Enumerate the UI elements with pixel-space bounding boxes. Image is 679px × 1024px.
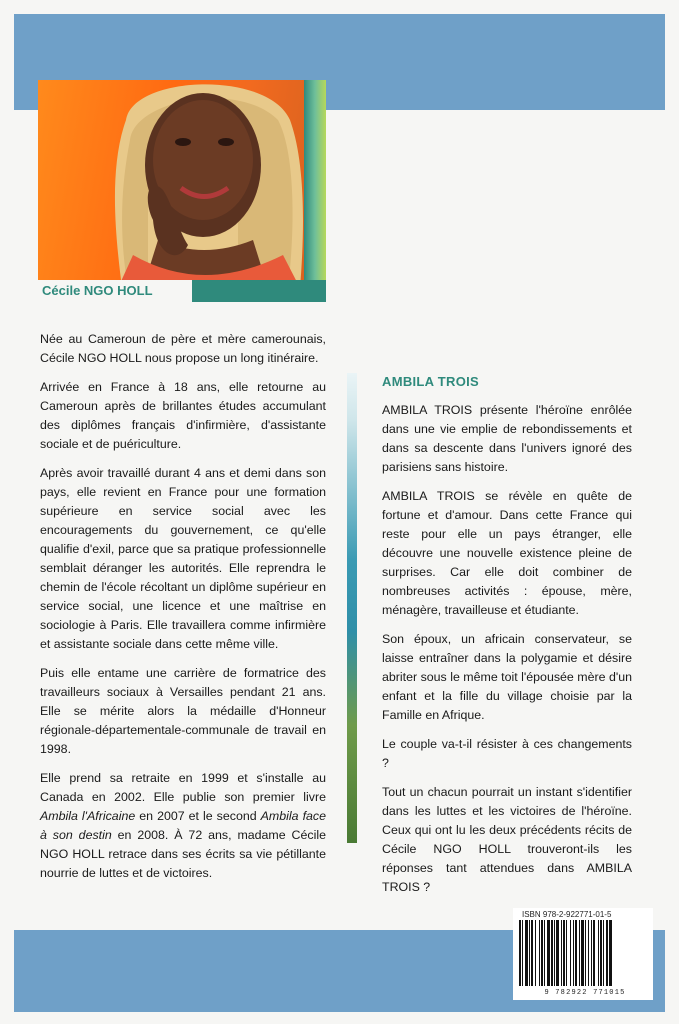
bio-paragraph-last xyxy=(40,769,326,883)
book-title-2: Ambila face à son destin xyxy=(40,809,326,842)
bio-text: en 2008. À 72 ans, madame Cécile NGO HOLL retrace dans ses écrits sa vie pétillante nourrie de luttes et de victoires. xyxy=(40,828,326,880)
book-summary xyxy=(382,372,632,907)
author-photo-frame xyxy=(38,80,326,300)
summary-paragraph: Son époux, un africain conservateur, se laisse entraîner dans la polygamie et désire abriter sous le même toit l'épousée mère d'un enfant et la fille du village choisie par la Famille en Afrique. xyxy=(382,632,632,722)
summary-paragraph: AMBILA TROIS présente l'héroïne enrôlée dans une vie emplie de rebondissements et dans sa descente dans l'univers ignoré des parisiens sans histoire. xyxy=(382,403,632,474)
bio-paragraph: Après avoir travaillé durant 4 ans et demi dans son pays, elle revient en France pour une formation supérieure en service social avec les encouragements du gouvernement, ce qu'elle qualifie d'exil, parce que sa pratique professionnelle semblait déranger les autorités. Elle reprendra le chemin de l'école récoltant un diplôme supérieur en service social, une licence et une maîtrise en sociologie à Paris. Elle travaillera comme infirmière et assistante sociale dans cette même ville. xyxy=(40,466,326,651)
summary-paragraph: Le couple va-t-il résister à ces changements ? xyxy=(382,737,632,770)
bio-text: en 2007 et le second xyxy=(135,809,261,823)
isbn-label: ISBN 978-2-922771-01-5 xyxy=(522,910,612,919)
summary-paragraph: Tout un chacun pourrait un instant s'identifier dans les luttes et les victoires de l'héroïne. Ceux qui ont lu les deux précédents récits de Cécile NGO HOLL trouveront-ils les réponses tant attendues dans AMBILA TROIS ? xyxy=(382,785,632,894)
author-photo xyxy=(38,80,304,288)
bio-paragraph: Née au Cameroun de père et mère camerounais, Cécile NGO HOLL nous propose un long itinéraire. xyxy=(40,332,326,365)
bio-paragraph: Puis elle entame une carrière de formatrice des travailleurs sociaux à Versailles pendant 21 ans. Elle se mérite alors la médaille d'Honneur régionale-départementale-communale de travail en 1998. xyxy=(40,666,326,756)
photo-accent-stripe xyxy=(304,80,326,288)
author-portrait-illustration xyxy=(38,80,304,288)
barcode-icon xyxy=(517,920,653,988)
author-name: Cécile NGO HOLL xyxy=(38,280,192,302)
summary-paragraph: AMBILA TROIS se révèle en quête de fortune et d'amour. Dans cette France qui reste pour elle un pays étranger, elle découvre une nouvelle existence pleine de surprises. Car elle doit combiner de nombreuses activités : épouse, mère, ménagère, travailleuse et étudiante. xyxy=(382,489,632,617)
author-bio xyxy=(40,330,326,893)
isbn-digits: 9 782922 771015 xyxy=(544,989,626,997)
bio-text: Elle prend sa retraite en 1999 et s'installe au Canada en 2002. Elle publie son premier livre xyxy=(40,771,326,804)
landscape-strip xyxy=(347,373,357,843)
book-title-1: Ambila l'Africaine xyxy=(40,809,136,823)
bio-paragraph: Arrivée en France à 18 ans, elle retourne au Cameroun après de brillantes études accumulant des diplômes français d'infirmière, d'assistante sociale et de puériculture. xyxy=(40,380,326,451)
book-title-heading: AMBILA TROIS xyxy=(382,374,479,389)
